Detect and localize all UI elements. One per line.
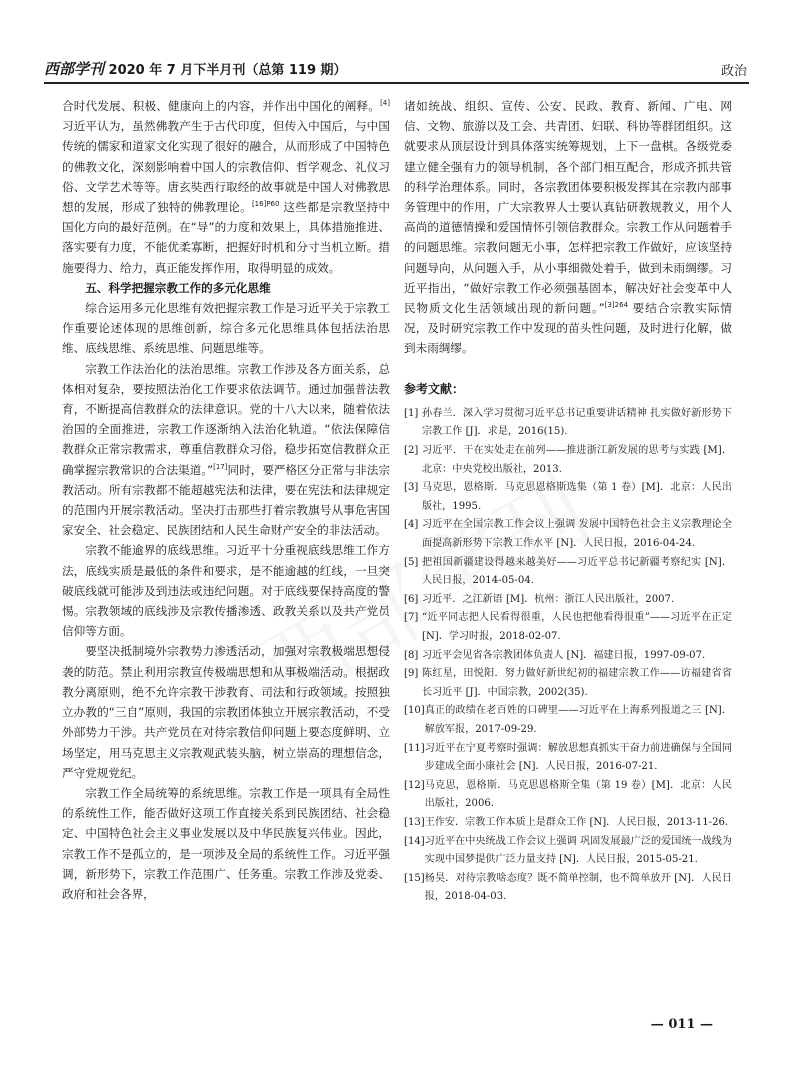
reference-item [404, 554, 732, 591]
reference-item [404, 479, 732, 516]
reference-item [404, 740, 732, 777]
reference-item [404, 833, 732, 870]
reference-number: [10] [404, 705, 425, 717]
reference-number: [12] [404, 779, 425, 791]
reference-number: [6] [404, 593, 419, 605]
page-number: — 011 — [650, 1017, 713, 1032]
reference-text: 习近平．干在实处走在前列——推进浙江新发展的思考与实践 [M]．北京：中央党校出版社，2013. [422, 445, 732, 475]
header-rule [44, 82, 749, 84]
reference-text: 陈红星，田悦阳．努力做好新世纪初的福建宗教工作——访福建省省长习近平 [J]．中国宗教，2002(35). [422, 668, 732, 698]
reference-number: [15] [404, 872, 425, 884]
reference-number: [7] [404, 612, 419, 624]
reference-text: 马克思，恩格斯．马克思恩格斯全集（第 19 卷）[M]．北京：人民出版社，2006. [424, 779, 732, 810]
reference-text: 习近平在全国宗教工作会议上强调 发展中国特色社会主义宗教理论全面提高新形势下宗教工作水平 [N]．人民日报，2016-04-24. [422, 519, 732, 549]
reference-text: 孙春兰．深入学习贯彻习近平总书记重要讲话精神 扎实做好新形势下宗教工作 [J]．求是，2016(15). [422, 407, 732, 438]
reference-number: [3] [404, 482, 419, 494]
reference-item [404, 647, 732, 666]
journal-name: 西部学刊 [44, 60, 105, 78]
body-paragraph: 要坚决抵制境外宗教势力渗透活动，加强对宗教极端思想侵袭的防范。禁止利用宗教宣传极端思想和从事极端活动。根据政教分离原则，绝不允许宗教干涉教育、司法和行政领域。按照独立办教的“三自”原则，我国的宗教团体独立开展宗教活动，不受外部势力干涉。共产党员在对待宗教信仰问题上要态度鲜明、立场坚定，用马克思主义宗教观武装头脑，树立崇高的理想信念，严守党规党纪。 [62, 644, 390, 780]
page-header [44, 58, 749, 78]
reference-text: 王作安．宗教工作本质上是群众工作 [N]．人民日报，2013-11-26. [424, 816, 729, 828]
reference-text: 习近平在中央统战工作会议上强调 巩固发展最广泛的爱国统一战线为实现中国梦提供广泛力量支持 [N]．人民日报，2015-05-21. [424, 835, 732, 866]
body-paragraph: 宗教不能逾界的底线思维。习近平十分重视底线思维工作方法，底线实质是最低的条件和要求，是不能逾越的红线，一旦突破底线就可能涉及到违法或违纪问题。对于底线要保持高度的警惕。宗教领域的底线涉及宗教传播渗透、政教关系以及共产党员信仰等方面。 [62, 543, 390, 639]
reference-item [404, 870, 732, 907]
reference-number: [8] [404, 649, 419, 661]
reference-number: [13] [404, 816, 425, 828]
section-label: 政治 [720, 64, 747, 79]
body-paragraph: 综合运用多元化思维有效把握宗教工作是习近平关于宗教工作重要论述体现的思维创新，综合多元化思维具体包括法治思维、底线思维、系统思维、问题思维等。 [62, 301, 390, 356]
reference-number: [4] [404, 519, 419, 531]
reference-text: “近平同志把人民看得很重，人民也把他看得很重”——习近平在正定 [N]．学习时报，2018-02-07. [422, 612, 732, 642]
left-column [62, 96, 390, 904]
reference-number: [11] [404, 742, 425, 754]
reference-text: 真正的政绩在老百姓的口碑里——习近平在上海系列报道之三 [N]．解放军报，2017-09-29. [424, 705, 732, 735]
right-column-body [404, 96, 732, 359]
reference-number: [14] [404, 835, 425, 847]
reference-text: 杨昊．对待宗教啥态度？既不简单控制，也不简单放开 [N]．人民日报，2018-04-03. [424, 872, 732, 903]
body-paragraph: 合时代发展、积极、健康向上的内容，并作出中国化的阐释。[4] 习近平认为，虽然佛教产生于古代印度，但传入中国后，与中国传统的儒家和道家文化实现了很好的融合，从而形成了中国特色的佛教文化，深刻影响着中国人的宗教信仰、哲学观念、礼仪习俗、文学艺术等等。唐玄奘西行取经的故事就是中国人对佛教思想的发展，形成了独特的佛教理论。$^{[16]P60}$ 这些都是宗教坚持中国化方向的最好范例。在“导”的力度和效果上，具体措施推进、落实要有力度，不能优柔寡断，把握好时机和分寸当机立断。措施要得力、给力，真正能发挥作用，取得明显的成效。 [62, 99, 390, 275]
references-title: 参考文献： [404, 381, 465, 396]
journal-issue: 2020 年 7 月下半月刊（总第 119 期） [108, 63, 347, 78]
reference-item [404, 777, 732, 814]
reference-item [404, 665, 732, 702]
reference-item [404, 516, 732, 553]
reference-number: [9] [404, 668, 419, 680]
section-heading: 五、科学把握宗教工作的多元化思维 [85, 280, 271, 295]
reference-text: 把祖国新疆建设得越来越美好——习近平总书记新疆考察纪实 [N]．人民日报，2014-05-04. [422, 556, 732, 587]
reference-text: 习近平在宁夏考察时强调：解放思想真抓实干奋力前进确保与全国同步建成全面小康社会 [N]．人民日报，2016-07-21. [424, 742, 732, 773]
body-paragraph: 宗教工作法治化的法治思维。宗教工作涉及各方面关系，总体相对复杂，要按照法治化工作要求依法调节。通过加强普法教育，不断提高信教群众的法律意识。党的十八大以来，随着依法治国的全面推进，宗教工作逐渐纳入法治化轨道。“依法保障信教群众正常宗教需求，尊重信教群众习俗，稳步拓宽信教群众正确掌握宗教常识的合法渠道。”[17]同时，要严格区分正常与非法宗教活动。所有宗教都不能超越宪法和法律，要在宪法和法律规定的范围内开展宗教活动。坚决打击那些打着宗教旗号从事危害国家安全、社会稳定、民族团结和人民生命财产安全的非法活动。 [62, 361, 390, 538]
journal-header [44, 58, 347, 79]
reference-text: 马克思，恩格斯．马克思恩格斯选集（第 1 卷）[M]．北京：人民出版社，1995. [422, 482, 732, 512]
reference-item [404, 814, 732, 833]
reference-number: [1] [404, 407, 419, 419]
reference-item [404, 405, 732, 442]
reference-item [404, 442, 732, 479]
reference-number: [5] [404, 556, 419, 568]
reference-item [404, 702, 732, 739]
reference-number: [2] [404, 445, 419, 457]
references-list [404, 405, 732, 907]
body-paragraph: 宗教工作全局统筹的系统思维。宗教工作是一项具有全局性的系统性工作，能否做好这项工作直接关系到民族团结、社会稳定、中国特色社会主义事业发展以及中华民族复兴伟业。因此，宗教工作不是孤立的，是一项涉及全局的系统性工作。习近平强调，新形势下，宗教工作范围广、任务重。宗教工作涉及党委、政府和社会各界， [62, 785, 390, 901]
reference-item [404, 591, 732, 610]
reference-text: 习近平．之江新语 [M]．杭州：浙江人民出版社，2007. [422, 593, 675, 605]
reference-item [404, 609, 732, 646]
body-paragraph: 诸如统战、组织、宣传、公安、民政、教育、新闻、广电、网信、文物、旅游以及工会、共青团、妇联、科协等群团组织。这就要求从顶层设计到具体落实统筹规划，上下一盘棋。各级党委建立健全强有力的领导机制，各个部门相互配合，形成齐抓共管的科学治理体系。同时，各宗教团体要积极发挥其在宗教内部事务管理中的作用，广大宗教界人士要认真钻研教规教义，用个人高尚的道德情操和爱国情怀引领信教群众。宗教工作从问题着手的问题思维。宗教问题无小事，怎样把宗教工作做好，应该坚持问题导向，从问题入手，从小事细微处着手，做到未雨绸缪。习近平指出，“做好宗教工作必须强基固本，解决好社会变革中人民物质文化生活领域出现的新问题。”$^{[3]264}$ 要结合宗教实际情况，及时研究宗教工作中发现的苗头性问题，及时进行化解，做到未雨绸缪。 [404, 99, 732, 356]
reference-text: 习近平会见省各宗教团体负责人 [N]．福建日报，1997-09-07. [422, 649, 706, 661]
right-column [404, 96, 732, 907]
